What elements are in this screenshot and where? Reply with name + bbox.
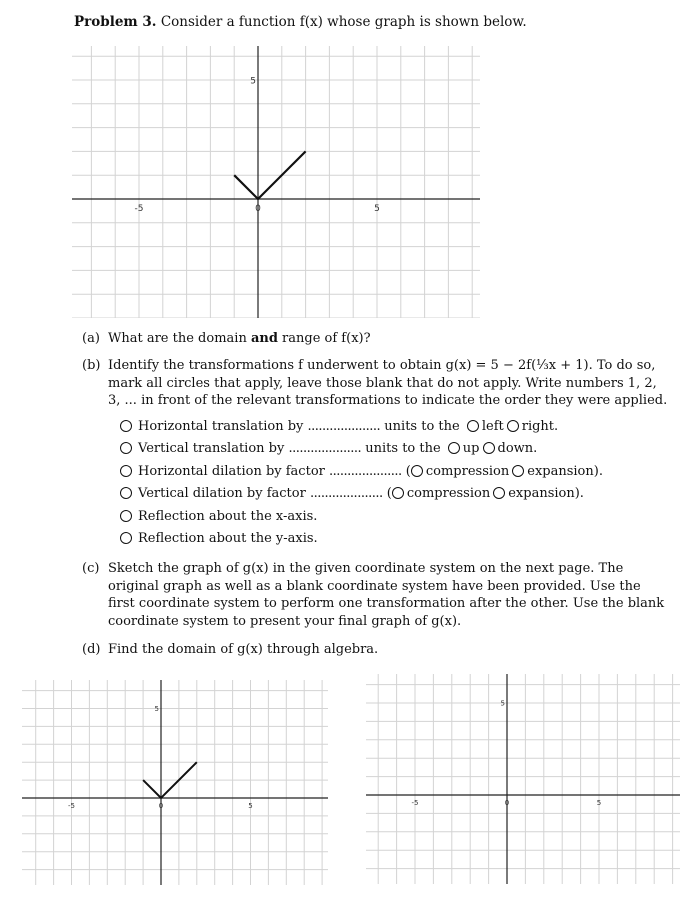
part-b-text: Identify the transformations f underwent to obtain g(x) = 5 − 2f(⅓x + 1). To do so, mark all circles that apply, leave those blank that do not apply. Write numbers 1, 2, 3, ... in front of the relevant transformations to indicate the order they were applied. xyxy=(108,358,668,408)
x-tick-label: 0 xyxy=(255,204,261,214)
option-horizontal-dilation[interactable]: Horizontal dilation by factor .................... ( compression expansion). xyxy=(120,464,603,479)
option-vertical-dilation[interactable]: Vertical dilation by factor .................... ( compression expansion). xyxy=(120,486,584,501)
circle-compression[interactable] xyxy=(392,487,404,499)
circle-expansion[interactable] xyxy=(512,465,524,477)
part-a-label: (a) xyxy=(82,331,100,346)
part-c xyxy=(82,560,665,632)
part-b-label: (b) xyxy=(82,358,101,373)
y-tick-label: 5 xyxy=(500,699,505,708)
circle-right[interactable] xyxy=(507,420,519,432)
option-circle[interactable] xyxy=(120,465,132,477)
part-d-label: (d) xyxy=(82,642,101,657)
x-tick-label: 0 xyxy=(158,802,164,810)
x-tick-label: 0 xyxy=(504,799,510,807)
option-horizontal-translation[interactable]: Horizontal translation by .................... units to the left right. xyxy=(120,419,558,434)
y-tick-label: 5 xyxy=(154,705,159,713)
part-c-label: (c) xyxy=(82,561,100,576)
part-c-text: Sketch the graph of g(x) in the given coordinate system on the next page. The original graph as well as a blank coordinate system have been provided. Use the first coordinate system to perform one transformation after the other. Use the blank coordinate system to present your final graph of g(x). xyxy=(108,561,665,629)
circle-up[interactable] xyxy=(448,442,460,454)
graph-f xyxy=(72,46,480,318)
part-a xyxy=(82,330,642,350)
y-tick-label: 5 xyxy=(250,76,256,87)
part-b xyxy=(82,357,668,413)
grid-lines xyxy=(22,680,328,885)
circle-left[interactable] xyxy=(467,420,479,432)
option-circle[interactable] xyxy=(120,532,132,544)
option-reflection-x[interactable]: Reflection about the x-axis. xyxy=(120,509,317,524)
x-tick-label: 5 xyxy=(248,802,253,810)
option-reflection-y[interactable]: Reflection about the y-axis. xyxy=(120,531,318,546)
problem-statement: Consider a function f(x) whose graph is shown below. xyxy=(160,14,527,30)
circle-down[interactable] xyxy=(483,442,495,454)
part-d xyxy=(82,641,642,661)
x-tick-label: -5 xyxy=(411,799,419,807)
x-tick-label: 5 xyxy=(596,799,602,807)
circle-compression[interactable] xyxy=(411,465,423,477)
circle-expansion[interactable] xyxy=(493,487,505,499)
option-vertical-translation[interactable]: Vertical translation by .................... units to the up down. xyxy=(120,441,537,456)
part-d-question: Find the domain of g(x) through algebra. xyxy=(108,642,379,657)
x-tick-label: 5 xyxy=(374,204,380,214)
grid-lines xyxy=(366,674,680,884)
option-circle[interactable] xyxy=(120,487,132,499)
option-circle[interactable] xyxy=(120,442,132,454)
problem-label: Problem 3. xyxy=(74,14,157,30)
option-circle[interactable] xyxy=(120,420,132,432)
graph-blank[interactable] xyxy=(366,674,680,884)
part-a-question: What are the domain and range of f(x)? xyxy=(108,331,371,346)
option-circle[interactable] xyxy=(120,510,132,522)
x-tick-label: -5 xyxy=(134,204,144,214)
graph-working[interactable] xyxy=(22,680,328,885)
problem-title xyxy=(74,14,527,30)
x-tick-label: -5 xyxy=(68,802,75,810)
